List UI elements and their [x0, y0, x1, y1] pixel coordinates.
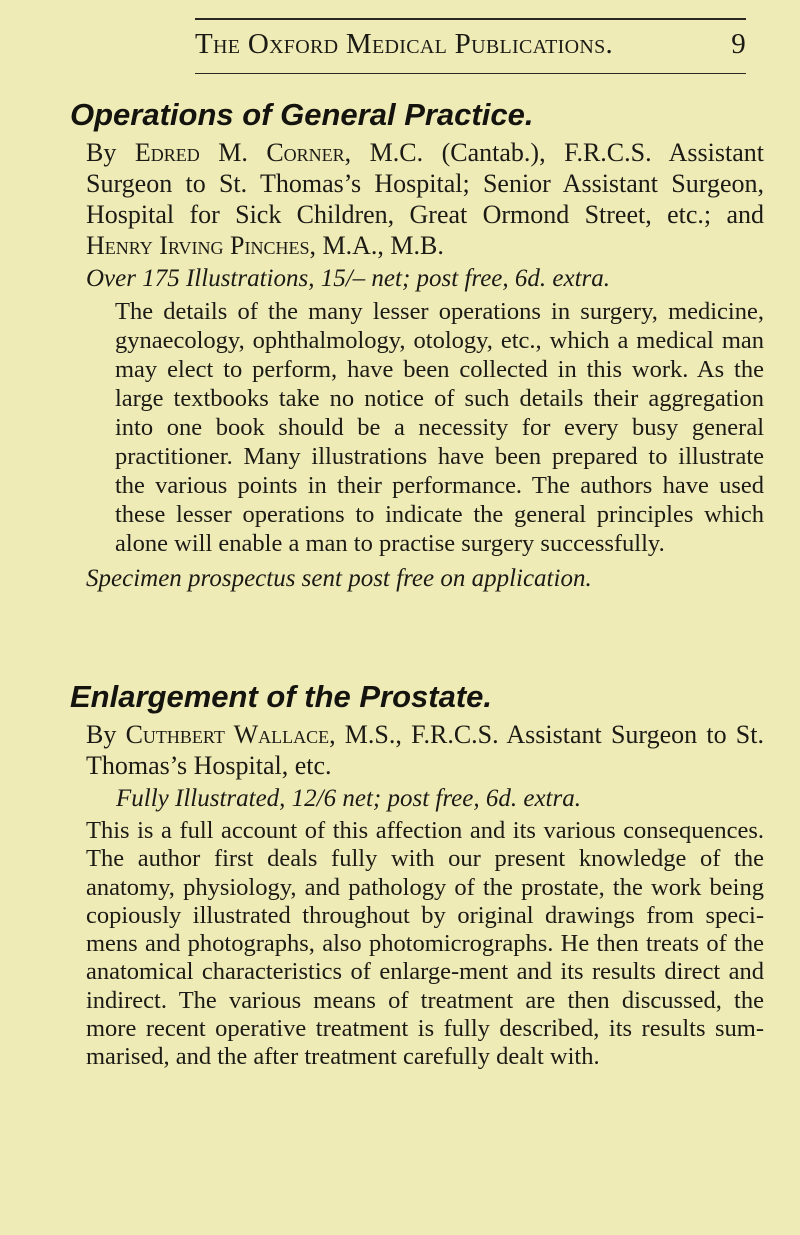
- price-line: Over 175 Illustrations, 15/– net; post free, 6d. extra.: [86, 265, 611, 292]
- header-bottom-rule: [195, 73, 746, 74]
- author-prefix: By: [86, 138, 135, 167]
- book-title: Enlargement of the Prostate.: [70, 679, 493, 714]
- author-line: [86, 719, 764, 781]
- co-author-credentials: M.A., M.B.: [315, 231, 444, 260]
- page-number: 9: [731, 28, 746, 60]
- header-top-rule: [195, 18, 746, 20]
- price-line: Fully Illustrated, 12/6 net; post free, 6d. extra.: [116, 785, 581, 812]
- book-entry-prostate: [70, 677, 764, 1078]
- author-name: Edred M. Corner,: [134, 138, 352, 167]
- book-entry-operations: [70, 95, 764, 594]
- co-author-name: Henry Irving Pinches,: [86, 231, 316, 260]
- specimen-note: Specimen prospectus sent post free on application.: [86, 565, 592, 592]
- author-name: Cuthbert Wallace,: [125, 720, 336, 749]
- book-description: This is a full account of this affection and its various consequences. The author first deals fully with our present knowledge of the anatomy, physiology, and pathology of the prostate, the work being copiously illustrated throughout by original drawings from speci-mens and photographs, also photomicrographs. He then treats of the anatomical characteristics of enlarge-ment and its results direct and indirect. The various means of treatment are then discussed, the more recent operative treatment is fully described, its results sum-marised, and the after treatment carefully dealt with.: [86, 817, 764, 1071]
- author-prefix: By: [86, 720, 126, 749]
- author-credentials: M.S., F.R.C.S. Assistant Surgeon to St. Thomas’s Hospital, etc.: [86, 720, 764, 780]
- author-credentials: M.C. (Cantab.), F.R.C.S. Assistant Surgeon to St. Thomas’s Hospital; Senior Assistant Surgeon, Hospital for Sick Children, Great Ormond Street, etc.; and: [86, 138, 764, 229]
- book-description: The details of the many lesser operations in surgery, medicine, gynaecology, ophthalmology, otology, etc., which a medical man may elect to perform, have been collected in this work. As the large textbooks take no notice of such details their aggregation into one book should be a necessity for every busy general practitioner. Many illustrations have been prepared to illustrate the various points in their performance. The authors have used these lesser operations to indicate the general principles which alone will enable a man to practise surgery successfully.: [115, 298, 764, 557]
- running-title: The Oxford Medical Publications.: [195, 28, 614, 60]
- book-title: Operations of General Practice.: [70, 97, 534, 132]
- author-line: [86, 137, 764, 261]
- running-header: [195, 28, 746, 61]
